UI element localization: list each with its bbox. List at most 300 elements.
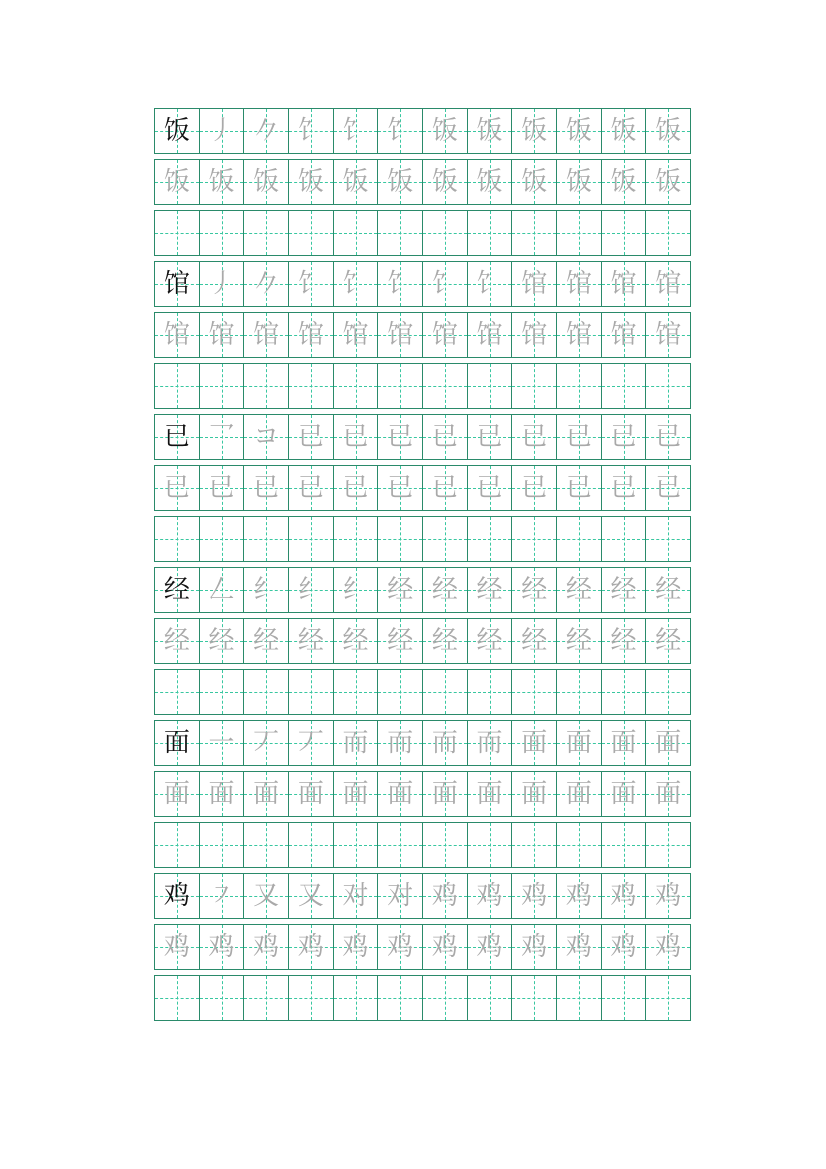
empty-practice-cell[interactable] (646, 976, 690, 1020)
empty-practice-cell[interactable] (602, 364, 647, 408)
stroke-step-cell (512, 262, 557, 306)
stroke-step-cell (602, 568, 647, 612)
empty-practice-cell[interactable] (155, 364, 200, 408)
trace-character: 面 (565, 779, 592, 809)
stroke-step-cell (244, 109, 289, 153)
stroke-step-cell (334, 262, 379, 306)
stroke-step-cell (646, 568, 690, 612)
stroke-step-character: 已 (565, 422, 592, 452)
model-character: 已 (163, 422, 190, 452)
stroke-step-cell (468, 721, 513, 765)
empty-practice-cell[interactable] (200, 976, 245, 1020)
stroke-step-cell (557, 874, 602, 918)
stroke-order-row (154, 261, 691, 307)
trace-cell (602, 160, 647, 204)
trace-cell (602, 466, 647, 510)
stroke-step-character: 鸡 (521, 881, 548, 911)
stroke-step-cell (646, 109, 690, 153)
stroke-step-cell (200, 262, 245, 306)
stroke-step-cell (423, 568, 468, 612)
stroke-step-character: 乛 (208, 422, 235, 452)
stroke-step-character: 馆 (655, 269, 682, 299)
empty-practice-cell[interactable] (200, 364, 245, 408)
trace-cell (334, 313, 379, 357)
trace-cell (512, 160, 557, 204)
trace-character: 经 (387, 626, 414, 656)
stroke-step-cell (512, 721, 557, 765)
stroke-step-character: 鸡 (476, 881, 503, 911)
stroke-step-character: 已 (431, 422, 458, 452)
trace-cell (378, 160, 423, 204)
trace-character: 饭 (565, 167, 592, 197)
empty-practice-cell[interactable] (423, 976, 468, 1020)
trace-cell (468, 313, 513, 357)
stroke-step-cell (289, 874, 334, 918)
empty-practice-cell[interactable] (244, 823, 289, 867)
stroke-step-cell (512, 568, 557, 612)
empty-practice-cell[interactable] (334, 211, 379, 255)
stroke-step-cell (423, 874, 468, 918)
empty-practice-cell[interactable] (155, 517, 200, 561)
trace-cell (155, 313, 200, 357)
stroke-step-character: 丿 (208, 116, 235, 146)
stroke-step-cell (378, 262, 423, 306)
empty-practice-cell[interactable] (334, 670, 379, 714)
stroke-step-character: 而 (476, 728, 503, 758)
empty-practice-cell[interactable] (646, 364, 690, 408)
stroke-step-cell (200, 415, 245, 459)
empty-practice-cell[interactable] (557, 364, 602, 408)
empty-practice-cell[interactable] (468, 670, 513, 714)
stroke-step-character: 饭 (655, 116, 682, 146)
empty-practice-cell[interactable] (468, 211, 513, 255)
trace-cell (512, 466, 557, 510)
stroke-step-character: 鸡 (610, 881, 637, 911)
stroke-step-cell (378, 874, 423, 918)
trace-character: 饭 (208, 167, 235, 197)
stroke-step-cell (334, 721, 379, 765)
stroke-step-character: 𠂊 (253, 116, 280, 146)
trace-character: 经 (208, 626, 235, 656)
trace-cell (468, 925, 513, 969)
trace-cell (646, 466, 690, 510)
trace-character: 经 (521, 626, 548, 656)
trace-cell (289, 619, 334, 663)
stroke-step-character: 已 (387, 422, 414, 452)
empty-practice-cell[interactable] (244, 976, 289, 1020)
trace-cell (602, 313, 647, 357)
stroke-step-character: 面 (565, 728, 592, 758)
stroke-step-cell (468, 568, 513, 612)
stroke-order-row (154, 720, 691, 766)
empty-practice-cell[interactable] (423, 517, 468, 561)
empty-practice-cell[interactable] (334, 364, 379, 408)
trace-cell (200, 925, 245, 969)
stroke-step-character: 馆 (610, 269, 637, 299)
trace-cell (334, 925, 379, 969)
empty-practice-cell[interactable] (378, 976, 423, 1020)
empty-practice-cell[interactable] (557, 823, 602, 867)
empty-practice-cell[interactable] (155, 211, 200, 255)
trace-cell (646, 619, 690, 663)
trace-character: 面 (297, 779, 324, 809)
stroke-step-cell (423, 415, 468, 459)
empty-practice-cell[interactable] (155, 976, 200, 1020)
trace-character: 馆 (387, 320, 414, 350)
trace-cell (289, 772, 334, 816)
stroke-step-character: 经 (655, 575, 682, 605)
trace-character: 经 (297, 626, 324, 656)
empty-practice-cell[interactable] (289, 976, 334, 1020)
empty-practice-cell[interactable] (423, 364, 468, 408)
stroke-step-character: 面 (610, 728, 637, 758)
model-character: 馆 (163, 269, 190, 299)
trace-cell (289, 466, 334, 510)
trace-character: 饭 (253, 167, 280, 197)
trace-character: 鸡 (208, 932, 235, 962)
empty-practice-cell[interactable] (378, 823, 423, 867)
stroke-step-cell (602, 109, 647, 153)
model-character-cell (155, 415, 200, 459)
stroke-step-character: 鸡 (431, 881, 458, 911)
empty-practice-cell[interactable] (244, 517, 289, 561)
trace-character: 馆 (476, 320, 503, 350)
trace-character: 馆 (253, 320, 280, 350)
trace-cell (602, 925, 647, 969)
stroke-step-character: 馆 (521, 269, 548, 299)
trace-cell (200, 313, 245, 357)
empty-practice-cell[interactable] (646, 823, 690, 867)
empty-practice-cell[interactable] (512, 670, 557, 714)
model-character-cell (155, 262, 200, 306)
empty-practice-cell[interactable] (512, 823, 557, 867)
trace-cell (646, 772, 690, 816)
empty-practice-cell[interactable] (557, 670, 602, 714)
empty-practice-row (154, 822, 691, 868)
stroke-step-character: 饣 (387, 269, 414, 299)
stroke-step-cell (200, 568, 245, 612)
empty-practice-cell[interactable] (378, 211, 423, 255)
stroke-step-cell (468, 262, 513, 306)
trace-character: 饭 (521, 167, 548, 197)
stroke-step-character: コ (253, 422, 280, 452)
trace-character: 已 (565, 473, 592, 503)
stroke-step-character: 面 (655, 728, 682, 758)
trace-cell (155, 772, 200, 816)
stroke-step-cell (200, 874, 245, 918)
empty-practice-cell[interactable] (468, 364, 513, 408)
stroke-step-cell (334, 109, 379, 153)
practice-sheet (154, 108, 691, 1026)
stroke-step-character: 一 (208, 728, 235, 758)
empty-practice-cell[interactable] (557, 517, 602, 561)
stroke-step-cell (646, 721, 690, 765)
stroke-step-cell (646, 874, 690, 918)
model-character-cell (155, 568, 200, 612)
trace-character: 饭 (655, 167, 682, 197)
trace-character: 已 (521, 473, 548, 503)
trace-character: 馆 (431, 320, 458, 350)
empty-practice-cell[interactable] (155, 670, 200, 714)
model-character: 饭 (163, 116, 190, 146)
stroke-order-row (154, 567, 691, 613)
stroke-step-cell (602, 262, 647, 306)
trace-cell (244, 313, 289, 357)
trace-character: 面 (655, 779, 682, 809)
stroke-step-character: 𠂊 (253, 269, 280, 299)
empty-practice-cell[interactable] (378, 670, 423, 714)
model-character: 面 (163, 728, 190, 758)
trace-cell (557, 772, 602, 816)
trace-cell (378, 925, 423, 969)
stroke-step-cell (557, 721, 602, 765)
empty-practice-cell[interactable] (423, 211, 468, 255)
trace-cell (557, 313, 602, 357)
empty-practice-cell[interactable] (289, 517, 334, 561)
stroke-step-character: 饭 (610, 116, 637, 146)
trace-cell (334, 619, 379, 663)
empty-practice-cell[interactable] (155, 823, 200, 867)
trace-character: 鸡 (431, 932, 458, 962)
trace-character: 已 (610, 473, 637, 503)
trace-row (154, 312, 691, 358)
stroke-step-cell (289, 415, 334, 459)
stroke-step-cell (557, 262, 602, 306)
stroke-step-character: 已 (610, 422, 637, 452)
trace-cell (200, 466, 245, 510)
trace-character: 鸡 (521, 932, 548, 962)
stroke-step-character: 饣 (476, 269, 503, 299)
trace-cell (289, 313, 334, 357)
trace-character: 饭 (431, 167, 458, 197)
empty-practice-cell[interactable] (200, 517, 245, 561)
trace-character: 馆 (297, 320, 324, 350)
stroke-step-cell (512, 415, 557, 459)
model-character: 经 (163, 575, 190, 605)
trace-cell (378, 772, 423, 816)
stroke-step-character: 饣 (297, 269, 324, 299)
stroke-step-cell (646, 262, 690, 306)
stroke-step-character: 饭 (476, 116, 503, 146)
stroke-step-cell (378, 109, 423, 153)
stroke-step-cell (378, 568, 423, 612)
stroke-step-cell (244, 262, 289, 306)
trace-character: 经 (610, 626, 637, 656)
stroke-step-cell (289, 262, 334, 306)
trace-character: 经 (565, 626, 592, 656)
trace-character: 鸡 (163, 932, 190, 962)
empty-practice-cell[interactable] (646, 670, 690, 714)
empty-practice-cell[interactable] (200, 823, 245, 867)
stroke-step-character: 经 (431, 575, 458, 605)
trace-character: 饭 (163, 167, 190, 197)
empty-practice-cell[interactable] (602, 823, 647, 867)
stroke-step-cell (244, 415, 289, 459)
stroke-step-character: 鸡 (655, 881, 682, 911)
empty-practice-cell[interactable] (468, 517, 513, 561)
trace-cell (512, 925, 557, 969)
trace-cell (602, 772, 647, 816)
stroke-step-character: 对 (387, 881, 414, 911)
stroke-step-cell (244, 874, 289, 918)
empty-practice-cell[interactable] (646, 517, 690, 561)
trace-cell (378, 619, 423, 663)
trace-cell (423, 619, 468, 663)
stroke-step-cell (200, 721, 245, 765)
stroke-step-cell (289, 568, 334, 612)
stroke-step-cell (289, 109, 334, 153)
stroke-step-cell (512, 109, 557, 153)
stroke-step-cell (602, 874, 647, 918)
trace-cell (557, 925, 602, 969)
stroke-step-character: 经 (476, 575, 503, 605)
empty-practice-cell[interactable] (289, 670, 334, 714)
trace-character: 已 (208, 473, 235, 503)
trace-character: 已 (297, 473, 324, 503)
stroke-step-character: 馆 (565, 269, 592, 299)
stroke-order-row (154, 108, 691, 154)
trace-cell (512, 619, 557, 663)
empty-practice-row (154, 363, 691, 409)
trace-cell (200, 772, 245, 816)
trace-character: 面 (253, 779, 280, 809)
empty-practice-cell[interactable] (423, 823, 468, 867)
empty-practice-cell[interactable] (512, 976, 557, 1020)
empty-practice-cell[interactable] (334, 976, 379, 1020)
empty-practice-cell[interactable] (646, 211, 690, 255)
trace-cell (155, 160, 200, 204)
trace-character: 面 (610, 779, 637, 809)
trace-cell (512, 313, 557, 357)
stroke-step-character: 对 (342, 881, 369, 911)
trace-cell (557, 619, 602, 663)
trace-cell (423, 160, 468, 204)
trace-cell (423, 925, 468, 969)
empty-practice-cell[interactable] (512, 211, 557, 255)
trace-character: 面 (342, 779, 369, 809)
trace-character: 经 (655, 626, 682, 656)
stroke-step-character: 已 (476, 422, 503, 452)
empty-practice-cell[interactable] (468, 976, 513, 1020)
trace-cell (646, 925, 690, 969)
trace-character: 经 (342, 626, 369, 656)
empty-practice-cell[interactable] (244, 211, 289, 255)
trace-character: 面 (431, 779, 458, 809)
stroke-step-character: ㇇ (208, 881, 235, 911)
trace-cell (423, 313, 468, 357)
empty-practice-cell[interactable] (557, 976, 602, 1020)
stroke-step-cell (557, 415, 602, 459)
trace-character: 馆 (655, 320, 682, 350)
stroke-step-cell (334, 415, 379, 459)
trace-cell (468, 619, 513, 663)
empty-practice-cell[interactable] (512, 517, 557, 561)
empty-practice-row (154, 669, 691, 715)
empty-practice-cell[interactable] (334, 823, 379, 867)
trace-character: 经 (431, 626, 458, 656)
stroke-order-row (154, 414, 691, 460)
stroke-step-cell (378, 721, 423, 765)
stroke-step-character: 饣 (431, 269, 458, 299)
empty-practice-cell[interactable] (289, 211, 334, 255)
trace-cell (602, 619, 647, 663)
stroke-step-cell (602, 415, 647, 459)
stroke-step-cell (378, 415, 423, 459)
trace-cell (557, 466, 602, 510)
trace-cell (200, 160, 245, 204)
stroke-step-character: 丿 (208, 269, 235, 299)
trace-cell (244, 619, 289, 663)
trace-character: 已 (387, 473, 414, 503)
trace-character: 鸡 (565, 932, 592, 962)
trace-cell (155, 619, 200, 663)
empty-practice-cell[interactable] (200, 211, 245, 255)
empty-practice-row (154, 975, 691, 1021)
trace-cell (244, 466, 289, 510)
stroke-step-cell (646, 415, 690, 459)
empty-practice-cell[interactable] (334, 517, 379, 561)
empty-practice-cell[interactable] (602, 211, 647, 255)
model-character-cell (155, 874, 200, 918)
stroke-step-cell (289, 721, 334, 765)
trace-cell (244, 772, 289, 816)
empty-practice-cell[interactable] (602, 670, 647, 714)
trace-character: 馆 (565, 320, 592, 350)
trace-character: 馆 (163, 320, 190, 350)
trace-row (154, 159, 691, 205)
trace-character: 面 (163, 779, 190, 809)
stroke-step-character: 饣 (342, 269, 369, 299)
empty-practice-cell[interactable] (378, 364, 423, 408)
stroke-step-character: 饣 (342, 116, 369, 146)
stroke-step-character: 而 (342, 728, 369, 758)
trace-character: 经 (253, 626, 280, 656)
stroke-step-character: 饭 (431, 116, 458, 146)
empty-practice-cell[interactable] (602, 976, 647, 1020)
stroke-step-character: 经 (387, 575, 414, 605)
empty-practice-cell[interactable] (512, 364, 557, 408)
stroke-step-character: 又 (253, 881, 280, 911)
trace-cell (155, 466, 200, 510)
stroke-step-character: 已 (655, 422, 682, 452)
stroke-step-cell (200, 109, 245, 153)
trace-cell (289, 925, 334, 969)
empty-practice-cell[interactable] (244, 670, 289, 714)
empty-practice-cell[interactable] (244, 364, 289, 408)
trace-character: 已 (163, 473, 190, 503)
empty-practice-cell[interactable] (200, 670, 245, 714)
empty-practice-cell[interactable] (423, 670, 468, 714)
trace-character: 饭 (342, 167, 369, 197)
empty-practice-cell[interactable] (468, 823, 513, 867)
trace-character: 馆 (342, 320, 369, 350)
trace-row (154, 924, 691, 970)
stroke-step-character: 经 (565, 575, 592, 605)
empty-practice-cell[interactable] (289, 823, 334, 867)
trace-character: 鸡 (297, 932, 324, 962)
empty-practice-cell[interactable] (378, 517, 423, 561)
trace-character: 面 (521, 779, 548, 809)
trace-cell (334, 772, 379, 816)
trace-cell (244, 925, 289, 969)
stroke-step-character: 已 (521, 422, 548, 452)
empty-practice-cell[interactable] (557, 211, 602, 255)
stroke-step-cell (602, 721, 647, 765)
empty-practice-cell[interactable] (289, 364, 334, 408)
empty-practice-cell[interactable] (602, 517, 647, 561)
trace-cell (155, 925, 200, 969)
stroke-step-cell (468, 874, 513, 918)
